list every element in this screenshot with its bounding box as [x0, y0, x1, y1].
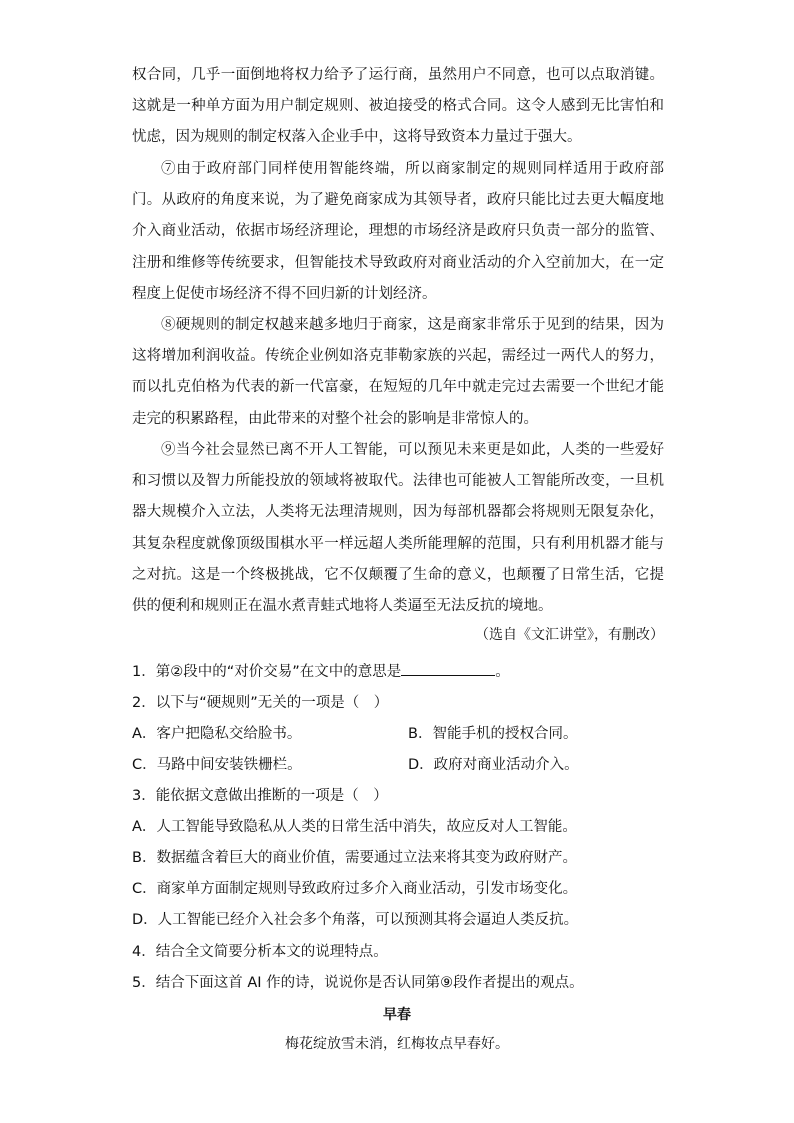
paragraph-continued: 权合同，几乎一面倒地将权力给予了运行商，虽然用户不同意，也可以点取消键。这就是一种单方面为用户制定规则、被迫接受的格式合同。这令人感到无比害怕和忧虑，因为规则的制定权落入企业手中，这将导致资本力量过于强大。	[132, 67, 664, 146]
article-source: （选自《文汇讲堂》，有删改）	[475, 627, 664, 643]
question-1	[132, 660, 510, 681]
question-3-option-b: B．数据蕴含着巨大的商业价值，需要通过立法来将其变为政府财产。	[132, 850, 577, 866]
question-2-option-d: D．政府对商业活动介入。	[408, 757, 579, 773]
question-3-option-c: C．商家单方面制定规则导致政府过多介入商业活动，引发市场变化。	[132, 881, 578, 897]
question-2-option-c: C．马路中间安装铁栅栏。	[132, 757, 302, 773]
question-3: 3．能依据文意做出推断的一项是（ ）	[132, 788, 388, 804]
question-1-tail: 。	[495, 664, 510, 680]
question-3-option-a: A．人工智能导致隐私从人类的日常生活中消失，故应反对人工智能。	[132, 819, 577, 835]
question-2-option-a: A．客户把隐私交给脸书。	[132, 726, 302, 742]
paragraph-9: ⑨当今社会显然已离不开人工智能，可以预见未来更是如此，人类的一些爱好和习惯以及智力所能投放的领域将被取代。法律也可能被人工智能所改变，一旦机器大规模介入立法，人类将无法理清规则，因为每部机器都会将规则无限复杂化，其复杂程度就像顶级围棋水平一样远超人类所能理解的范围，只有利用机器才能与之对抗。这是一个终极挑战，它不仅颠覆了生命的意义，也颠覆了日常生活，它提供的便利和规则正在温水煮青蛙式地将人类逼至无法反抗的境地。	[132, 442, 664, 615]
poem-title: 早春	[383, 1007, 411, 1023]
poem-line: 梅花绽放雪未消，红梅妆点早春好。	[285, 1036, 509, 1052]
question-4: 4．结合全文简要分析本文的说理特点。	[132, 944, 388, 960]
question-2: 2．以下与“硬规则”无关的一项是（ ）	[132, 695, 389, 711]
question-3-option-d: D．人工智能已经介入社会多个角落，可以预测其将会逼迫人类反抗。	[132, 912, 579, 928]
question-1-text: 1．第②段中的“对价交易”在文中的意思是	[132, 664, 402, 680]
question-5: 5．结合下面这首 AI 作的诗，说说你是否认同第⑨段作者提出的观点。	[132, 975, 584, 991]
question-2-option-b: B．智能手机的授权合同。	[408, 726, 578, 742]
paragraph-7: ⑦由于政府部门同样使用智能终端，所以商家制定的规则同样适用于政府部门。从政府的角度来说，为了避免商家成为其领导者，政府只能比过去更大幅度地介入商业活动，依据市场经济理论，理想的市场经济是政府只负责一部分的监管、注册和维修等传统要求，但智能技术导致政府对商业活动的介入空前加大，在一定程度上促使市场经济不得不回归新的计划经济。	[132, 161, 664, 302]
paragraph-8: ⑧硬规则的制定权越来越多地归于商家，这是商家非常乐于见到的结果，因为这将增加利润收益。传统企业例如洛克菲勒家族的兴起，需经过一两代人的努力，而以扎克伯格为代表的新一代富豪，在短短的几年中就走完过去需要一个世纪才能走完的积累路程，由此带来的对整个社会的影响是非常惊人的。	[132, 317, 664, 427]
answer-blank[interactable]	[401, 661, 495, 676]
